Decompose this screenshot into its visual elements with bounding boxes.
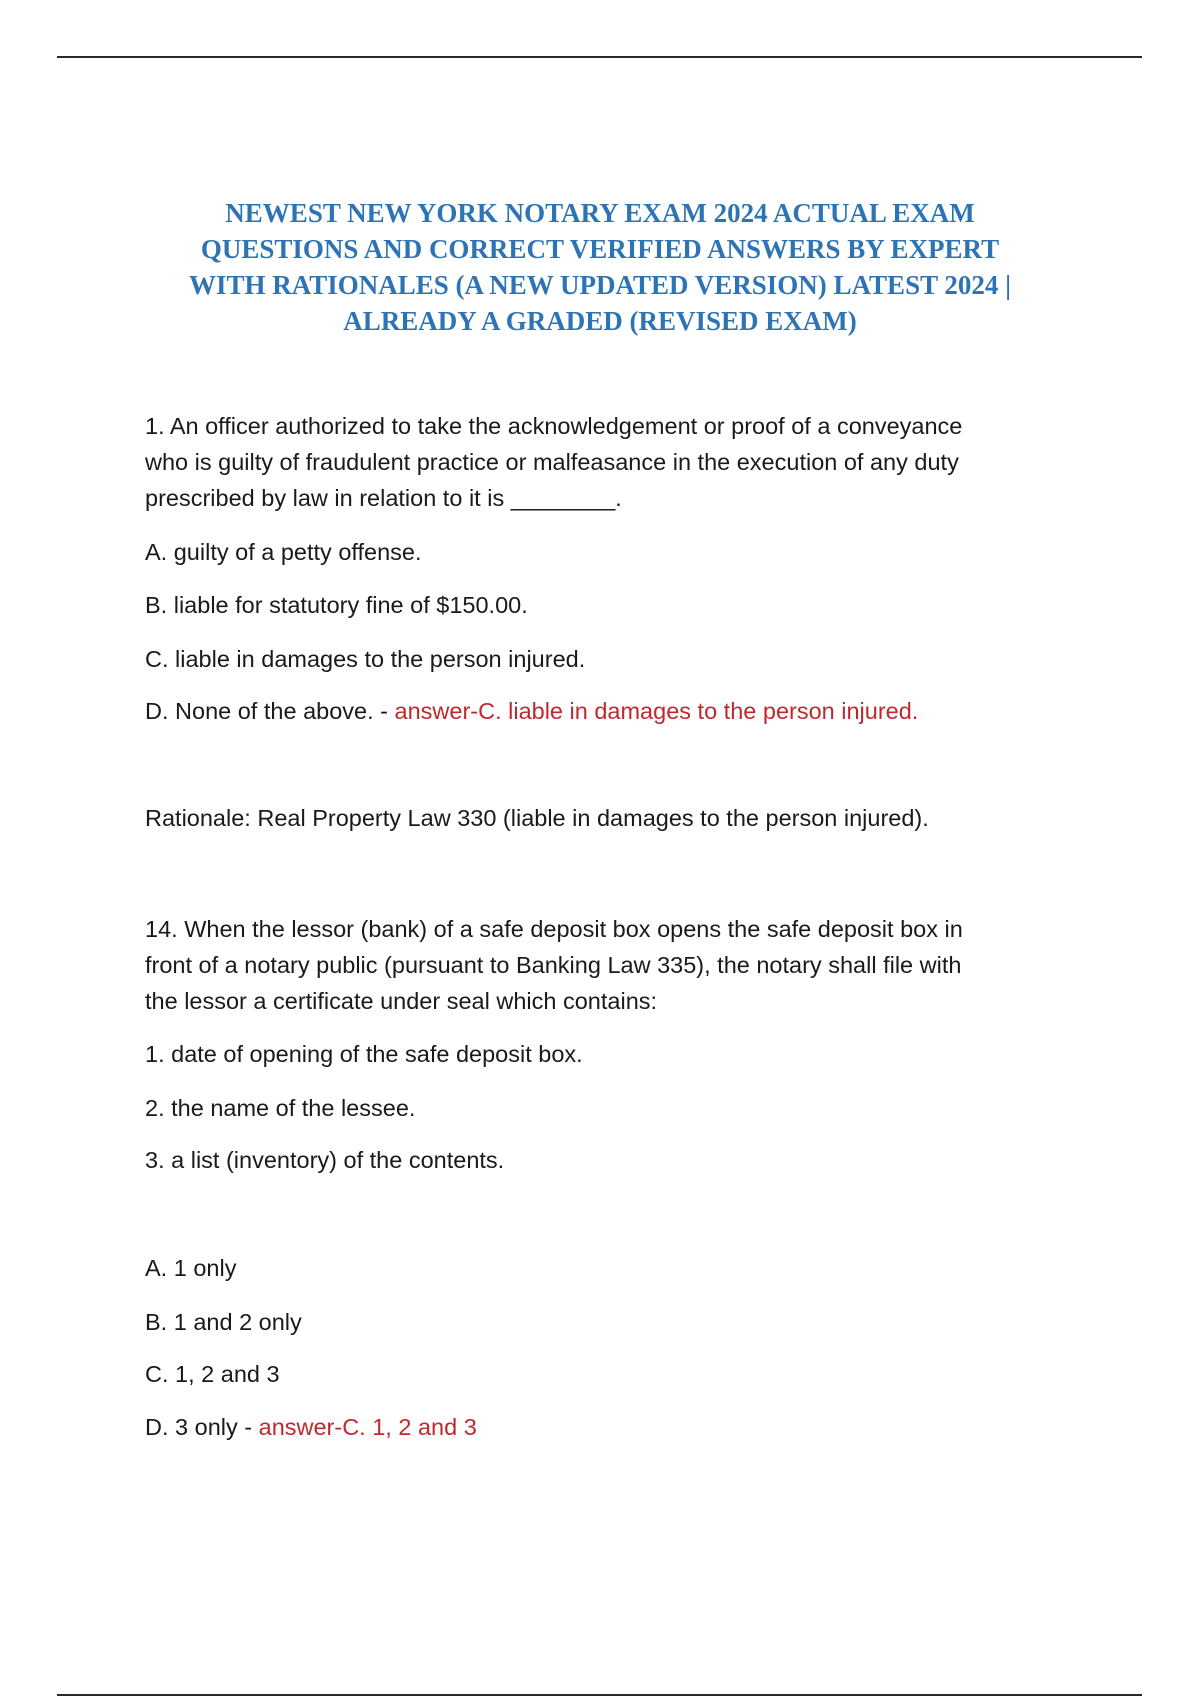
q14-item-2: 2. the name of the lessee. (145, 1095, 416, 1121)
title-line: WITH RATIONALES (A NEW UPDATED VERSION) LATEST 2024 | (188, 270, 1012, 300)
q1-option-b: B. liable for statutory fine of $150.00. (145, 592, 528, 618)
q1-option-a: A. guilty of a petty offense. (145, 539, 422, 565)
document-title (130, 195, 1070, 339)
q1-option-c: C. liable in damages to the person injured. (145, 646, 586, 672)
title-line: ALREADY A GRADED (REVISED EXAM) (343, 306, 857, 336)
q14-item-3: 3. a list (inventory) of the contents. (145, 1147, 505, 1173)
q14-item-1: 1. date of opening of the safe deposit box. (145, 1041, 583, 1067)
title-line: NEWEST NEW YORK NOTARY EXAM 2024 ACTUAL EXAM (225, 198, 975, 228)
bottom-rule (57, 1694, 1142, 1696)
q1-option-d-text: D. None of the above. - (145, 698, 395, 724)
q14-stem-line: 14. When the lessor (bank) of a safe deposit box opens the safe deposit box in (145, 916, 963, 942)
q14-answer: answer-C. 1, 2 and 3 (258, 1414, 477, 1440)
q14-option-c: C. 1, 2 and 3 (145, 1361, 280, 1387)
top-rule (57, 56, 1142, 58)
q14-option-b: B. 1 and 2 only (145, 1309, 302, 1335)
q1-stem-line: prescribed by law in relation to it is ________. (145, 485, 622, 511)
title-line: QUESTIONS AND CORRECT VERIFIED ANSWERS BY EXPERT (200, 234, 1000, 264)
q14-option-d (145, 1409, 477, 1446)
q1-option-d (145, 693, 918, 730)
q1-answer: answer-C. liable in damages to the person injured. (394, 698, 919, 724)
q14-stem-line: the lessor a certificate under seal which contains: (145, 988, 658, 1014)
q14-stem-line: front of a notary public (pursuant to Banking Law 335), the notary shall file with (145, 952, 962, 978)
q1-stem-line: who is guilty of fraudulent practice or malfeasance in the execution of any duty (145, 449, 959, 475)
q1-stem-line: 1. An officer authorized to take the acknowledgement or proof of a conveyance (145, 413, 963, 439)
q14-option-d-text: D. 3 only - (145, 1414, 259, 1440)
q14-option-a: A. 1 only (145, 1255, 237, 1281)
q1-rationale: Rationale: Real Property Law 330 (liable in damages to the person injured). (145, 805, 929, 831)
